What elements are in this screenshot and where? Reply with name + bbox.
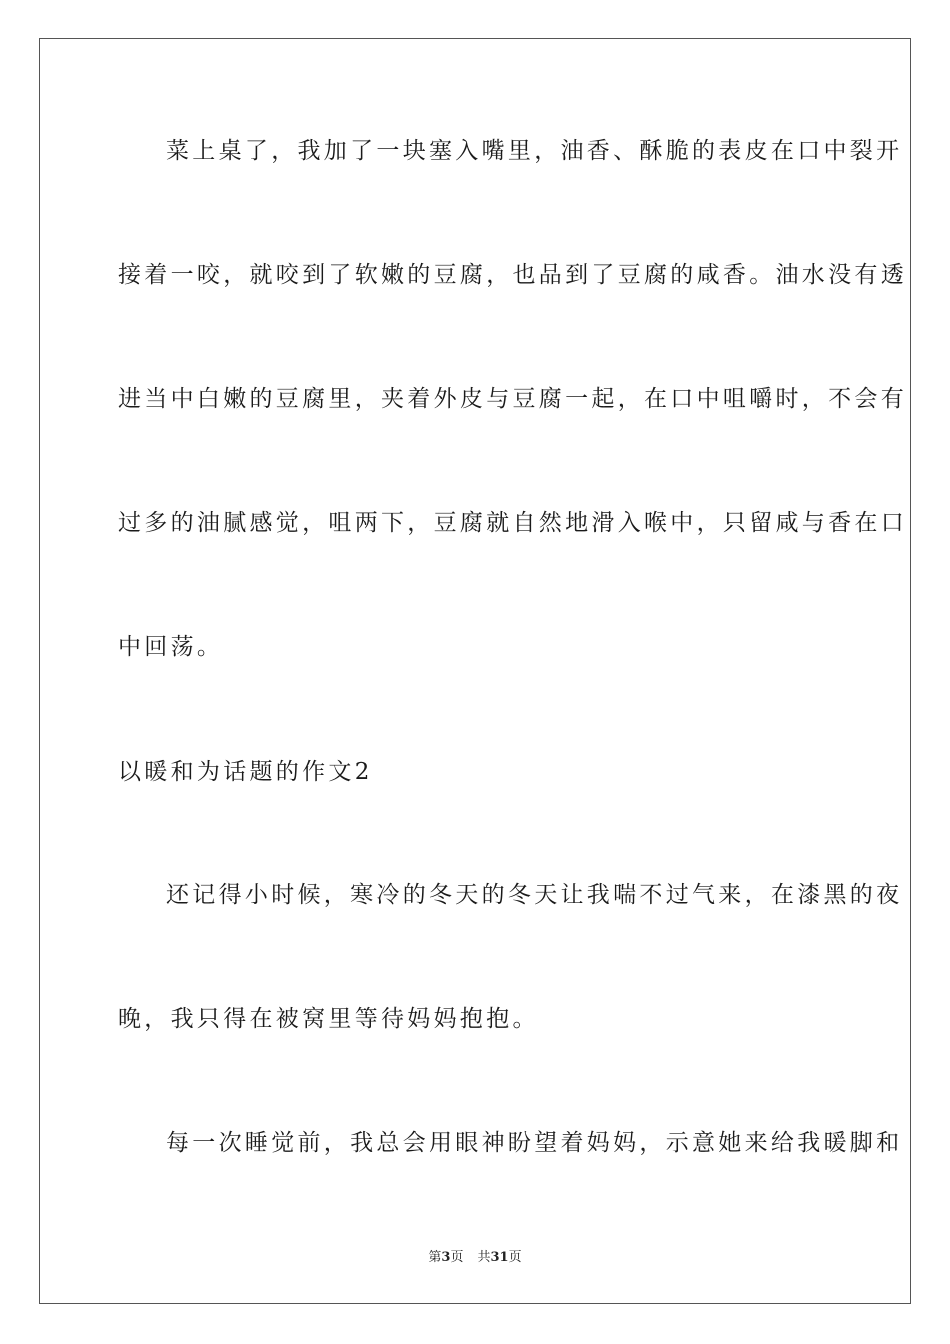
paragraph-line: 晚，我只得在被窝里等待妈妈抱抱。 xyxy=(118,1006,539,1032)
paragraph-line: 菜上桌了，我加了一块塞入嘴里，油香、酥脆的表皮在口中裂开 xyxy=(166,138,903,164)
section-heading: 以暖和为话题的作文2 xyxy=(118,759,373,785)
paragraph-line: 还记得小时候，寒冷的冬天的冬天让我喘不过气来，在漆黑的夜 xyxy=(166,882,903,908)
paragraph-line: 进当中白嫩的豆腐里，夹着外皮与豆腐一起，在口中咀嚼时，不会有 xyxy=(118,386,907,412)
paragraph-line: 过多的油腻感觉，咀两下，豆腐就自然地滑入喉中，只留咸与香在口 xyxy=(118,510,907,536)
paragraph-line: 中回荡。 xyxy=(118,634,224,660)
paragraph-line: 接着一咬，就咬到了软嫩的豆腐，也品到了豆腐的咸香。油水没有透 xyxy=(118,262,907,288)
total-prefix: 共 xyxy=(477,1250,491,1265)
total-pages-number: 31 xyxy=(490,1250,509,1265)
current-page-number: 3 xyxy=(441,1250,451,1265)
page-prefix: 第 xyxy=(428,1250,442,1265)
page-suffix: 页 xyxy=(450,1250,464,1265)
paragraph-line: 每一次睡觉前，我总会用眼神盼望着妈妈，示意她来给我暖脚和 xyxy=(166,1130,903,1156)
page-footer xyxy=(0,1250,950,1266)
page-border xyxy=(39,38,911,1304)
total-suffix: 页 xyxy=(508,1250,522,1265)
